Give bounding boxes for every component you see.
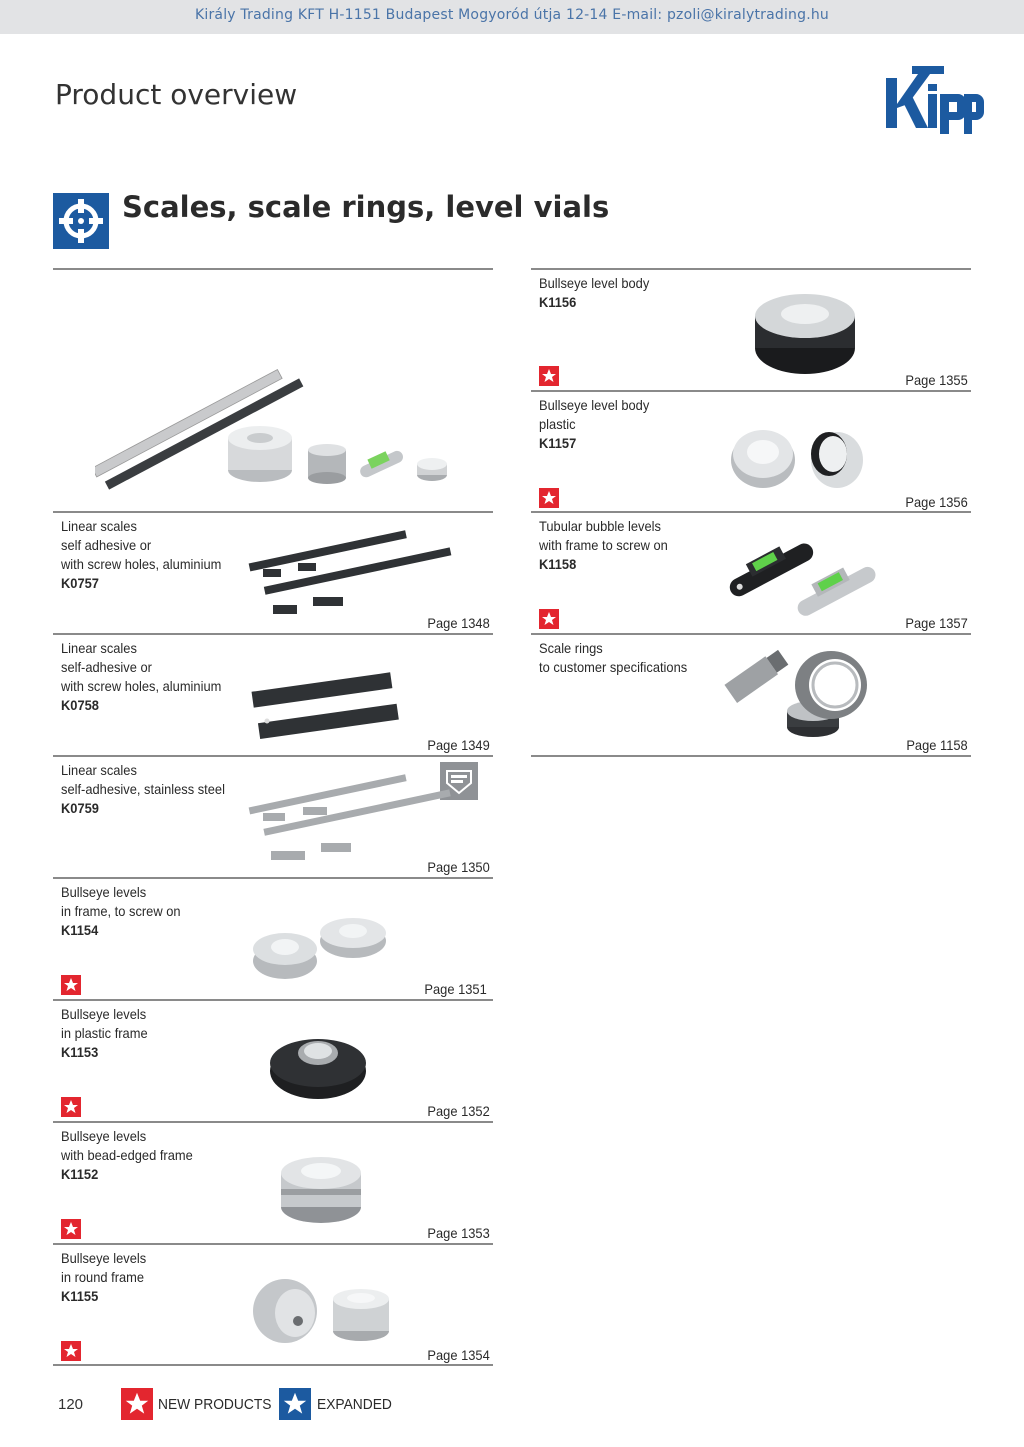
product-image: [243, 885, 473, 993]
crosshair-icon: [53, 193, 109, 249]
section-title: Scales, scale rings, level vials: [122, 190, 610, 224]
product-card-k0757[interactable]: [53, 511, 493, 633]
divider: [53, 268, 493, 270]
kipp-logo: [884, 64, 984, 136]
page-number: 120: [58, 1396, 84, 1413]
product-line: Bullseye levels: [61, 1250, 147, 1266]
page-reference[interactable]: Page 1355: [905, 372, 968, 388]
product-code: K1154: [61, 922, 99, 938]
product-code: K0758: [61, 697, 99, 713]
product-card-scale-rings[interactable]: [531, 633, 971, 755]
product-line: Bullseye levels: [61, 1006, 147, 1022]
product-line: with screw holes, aluminium: [61, 556, 222, 572]
page-reference[interactable]: Page 1352: [427, 1103, 490, 1119]
product-code: K1155: [61, 1288, 99, 1304]
product-line: Linear scales: [61, 640, 137, 656]
product-line: Linear scales: [61, 762, 137, 778]
header-contact-text: Király Trading KFT H-1151 Budapest Mogyoród útja 12-14 E-mail: pzoli@kiralytrading.hu: [194, 7, 830, 23]
product-code: K1152: [61, 1166, 99, 1182]
page-reference[interactable]: Page 1353: [427, 1225, 490, 1241]
page-reference[interactable]: Page 1356: [905, 494, 968, 510]
new-product-star-icon: [539, 609, 559, 629]
new-product-star-icon: [61, 1219, 81, 1239]
page-reference[interactable]: Page 1357: [905, 615, 968, 631]
product-image: [243, 1007, 473, 1115]
product-line: Bullseye level body: [539, 275, 650, 291]
product-card-k1155[interactable]: [53, 1243, 493, 1365]
product-card-k1158[interactable]: [531, 511, 971, 633]
new-products-star-icon: [121, 1388, 153, 1420]
divider: [531, 755, 971, 757]
product-line: self adhesive or: [61, 537, 152, 553]
divider: [53, 1364, 493, 1366]
product-image: [243, 641, 473, 749]
new-product-star-icon: [539, 488, 559, 508]
product-image: [243, 519, 473, 627]
product-line: with screw holes, aluminium: [61, 678, 222, 694]
page-reference[interactable]: Page 1348: [427, 615, 490, 631]
product-code: K1158: [539, 556, 577, 572]
product-code: K0759: [61, 800, 99, 816]
product-line: Bullseye level body: [539, 397, 650, 413]
product-image: [721, 641, 951, 749]
page-reference[interactable]: Page 1158: [906, 737, 968, 753]
legend-expanded: EXPANDED: [317, 1396, 392, 1413]
page-reference[interactable]: Page 1354: [427, 1347, 490, 1363]
expanded-star-icon: [279, 1388, 311, 1420]
product-line: self-adhesive, stainless steel: [61, 781, 225, 797]
product-line: to customer specifications: [539, 659, 688, 675]
product-card-k1154[interactable]: [53, 877, 493, 999]
product-code: K1153: [61, 1044, 99, 1060]
product-image: [243, 1129, 473, 1237]
product-line: with frame to screw on: [539, 537, 668, 553]
product-line: Bullseye levels: [61, 1128, 147, 1144]
product-image: [721, 276, 951, 384]
product-card-k1152[interactable]: [53, 1121, 493, 1243]
product-line: plastic: [539, 416, 576, 432]
product-card-k0759[interactable]: [53, 755, 493, 877]
product-code: K1156: [539, 294, 577, 310]
product-card-k1153[interactable]: [53, 999, 493, 1121]
product-line: in plastic frame: [61, 1025, 148, 1041]
page-title: Product overview: [55, 78, 298, 111]
new-product-star-icon: [61, 1097, 81, 1117]
product-line: Bullseye levels: [61, 884, 147, 900]
product-image: [243, 1251, 473, 1359]
product-group-image: [95, 350, 455, 500]
new-product-star-icon: [61, 975, 81, 995]
product-card-k0758[interactable]: [53, 633, 493, 755]
product-card-k1156[interactable]: [531, 268, 971, 390]
product-line: in round frame: [61, 1269, 145, 1285]
product-code: K1157: [539, 435, 577, 451]
page-reference[interactable]: Page 1351: [424, 981, 487, 997]
header-bar: [0, 0, 1024, 34]
product-line: Scale rings: [539, 640, 603, 656]
product-line: with bead-edged frame: [61, 1147, 193, 1163]
section-icon: [53, 193, 109, 249]
product-line: Tubular bubble levels: [539, 518, 661, 534]
product-line: Linear scales: [61, 518, 137, 534]
product-line: in frame, to screw on: [61, 903, 181, 919]
new-product-star-icon: [61, 1341, 81, 1361]
page-reference[interactable]: Page 1350: [427, 859, 490, 875]
product-line: self-adhesive or: [61, 659, 152, 675]
legend-new-products: NEW PRODUCTS: [158, 1396, 272, 1413]
product-image: [243, 763, 473, 871]
product-image: [721, 519, 951, 627]
page-reference[interactable]: Page 1349: [427, 737, 490, 753]
page-footer: [0, 1384, 1024, 1424]
product-image: [721, 398, 951, 506]
new-product-star-icon: [539, 366, 559, 386]
product-card-k1157[interactable]: [531, 390, 971, 512]
product-code: K0757: [61, 575, 99, 591]
